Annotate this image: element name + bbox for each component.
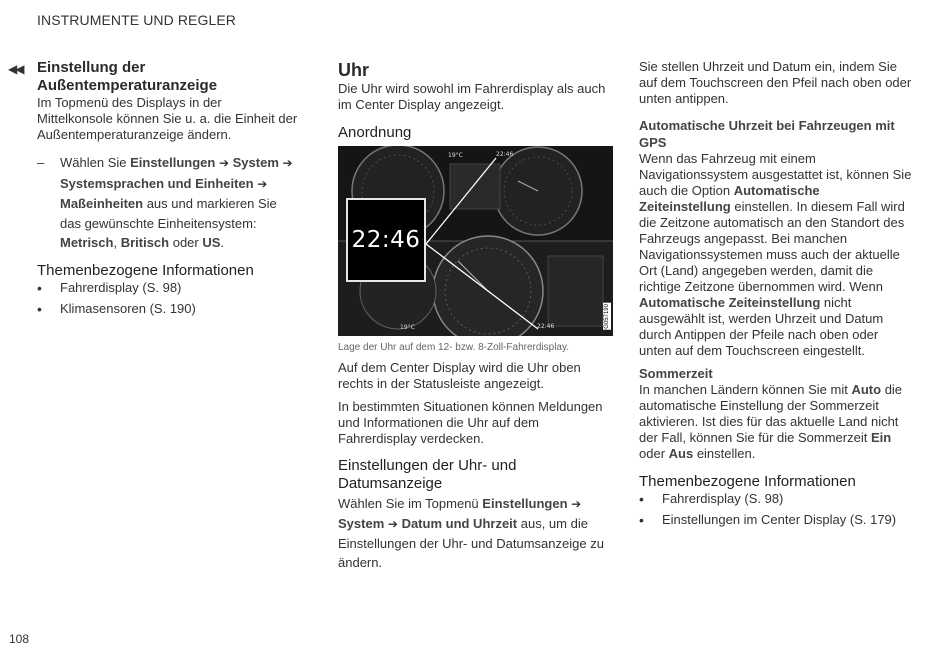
clock-settings-instruction: Wählen Sie im Topmenü Einstellungen ➔ System ➔ Datum und Uhrzeit aus, um die Einstellungen der Uhr- und Datumsanzeige zu ändern. bbox=[338, 496, 604, 570]
related-info-list bbox=[639, 491, 914, 528]
clock-para-2: In bestimmten Situationen können Meldungen und Informationen die Uhr auf dem Fahrerdisplay verdecken. bbox=[338, 399, 603, 446]
clock-intro: Die Uhr wird sowohl im Fahrerdisplay als auch im Center Display angezeigt. bbox=[338, 81, 606, 112]
arrow-right-icon: ➔ bbox=[282, 156, 293, 170]
section-heading-clock: Uhr bbox=[338, 60, 369, 80]
running-header: INSTRUMENTE UND REGLER bbox=[37, 12, 236, 28]
page-number: 108 bbox=[9, 632, 30, 646]
menu-path-units: Maßeinheiten bbox=[60, 196, 144, 211]
small-clock-bottom: 22:46 bbox=[537, 323, 555, 330]
subheading-clock-settings: Einstellungen der Uhr- und Datumsanzeige bbox=[338, 457, 517, 492]
menu-path-settings: Einstellungen bbox=[130, 155, 216, 170]
subheading-auto-time: Automatische Uhrzeit bei Fahrzeugen mit GPS bbox=[639, 118, 895, 150]
menu-path-system: System bbox=[232, 155, 279, 170]
figure-caption: Lage der Uhr auf dem 12- bzw. 8-Zoll-Fahrerdisplay. bbox=[338, 342, 570, 353]
arrow-right-icon: ➔ bbox=[387, 517, 398, 531]
dash-marker: – bbox=[37, 155, 45, 170]
clock-zoom-callout: 22:46 bbox=[346, 198, 426, 282]
related-link[interactable]: • Fahrerdisplay (S. 98) bbox=[37, 280, 299, 296]
dst-paragraph: In manchen Ländern können Sie mit Auto die automatische Einstellung der Sommerzeit aktivieren. Ist dies für das aktuelle Land nicht der Fall, können Sie für die Sommerzeit Ein oder Aus einstellen. bbox=[639, 382, 903, 461]
intro-text: Im Topmenü des Displays in der Mittelkonsole können Sie u. a. die Einheit der Außentemperaturanzeige ändern. bbox=[37, 95, 298, 142]
temp-readout-top: 19°C bbox=[448, 152, 463, 159]
arrow-right-icon: ➔ bbox=[571, 497, 582, 511]
related-info-heading: Themenbezogene Informationen bbox=[37, 261, 254, 279]
column-clock-continued bbox=[639, 59, 914, 533]
menu-path-system: System bbox=[338, 516, 385, 531]
related-info-heading: Themenbezogene Informationen bbox=[639, 473, 856, 490]
subheading-layout: Anordnung bbox=[338, 124, 412, 141]
double-left-arrow-icon[interactable]: ◀◀ bbox=[8, 62, 23, 76]
small-clock-top: 22:46 bbox=[496, 151, 514, 158]
clock-para-1: Auf dem Center Display wird die Uhr oben rechts in der Statusleiste angezeigt. bbox=[338, 360, 581, 391]
set-time-intro: Sie stellen Uhrzeit und Datum ein, indem Sie auf dem Touchscreen den Pfeil nach oben oder unten antippen. bbox=[639, 59, 912, 106]
figure-code: G057190 bbox=[604, 304, 610, 329]
related-link[interactable]: • Klimasensoren (S. 190) bbox=[37, 301, 299, 317]
arrow-right-icon: ➔ bbox=[257, 176, 268, 191]
related-info-list bbox=[37, 280, 299, 317]
temp-readout-bottom: 19°C bbox=[400, 324, 415, 331]
menu-path-date-time: Datum und Uhrzeit bbox=[401, 516, 518, 531]
related-link[interactable]: • Einstellungen im Center Display (S. 179) bbox=[639, 512, 914, 528]
related-link[interactable]: • Fahrerdisplay (S. 98) bbox=[639, 491, 914, 507]
section-heading-outside-temp: Einstellung der Außentemperaturanzeige bbox=[37, 59, 218, 94]
driver-display-figure bbox=[338, 146, 613, 336]
arrow-right-icon: ➔ bbox=[218, 156, 230, 170]
column-outside-temperature bbox=[37, 59, 299, 322]
auto-time-paragraph: Wenn das Fahrzeug mit einem Navigationssystem ausgestattet ist, können Sie auch die Option Automatische Zeiteinstellung einstellen. In diesem Fall wird die Zeitzone automatisch an den Standort des Fahrzeugs angepasst. Bei manchen Navigationssystemen muss auch der aktuelle Ort (Land) angegeben werden, damit die richtige Zeitzone übernommen wird. Wenn Automatische Zeiteinstellung nicht ausgewählt ist, werden Uhrzeit und Datum durch Antippen der Pfeile nach oben oder unten auf dem Touchscreen eingestellt. bbox=[639, 151, 912, 358]
menu-path-settings: Einstellungen bbox=[482, 496, 568, 511]
subheading-dst: Sommerzeit bbox=[639, 366, 713, 381]
menu-path-languages-units: Systemsprachen und Einheiten bbox=[60, 175, 254, 191]
step-instruction: – Wählen Sie Einstellungen ➔ System ➔ Systemsprachen und Einheiten ➔ Maßeinheiten aus und markieren Sie das gewünschte Einheitensystem: Metrisch, Britisch oder US. bbox=[37, 155, 293, 250]
column-clock bbox=[338, 59, 613, 572]
